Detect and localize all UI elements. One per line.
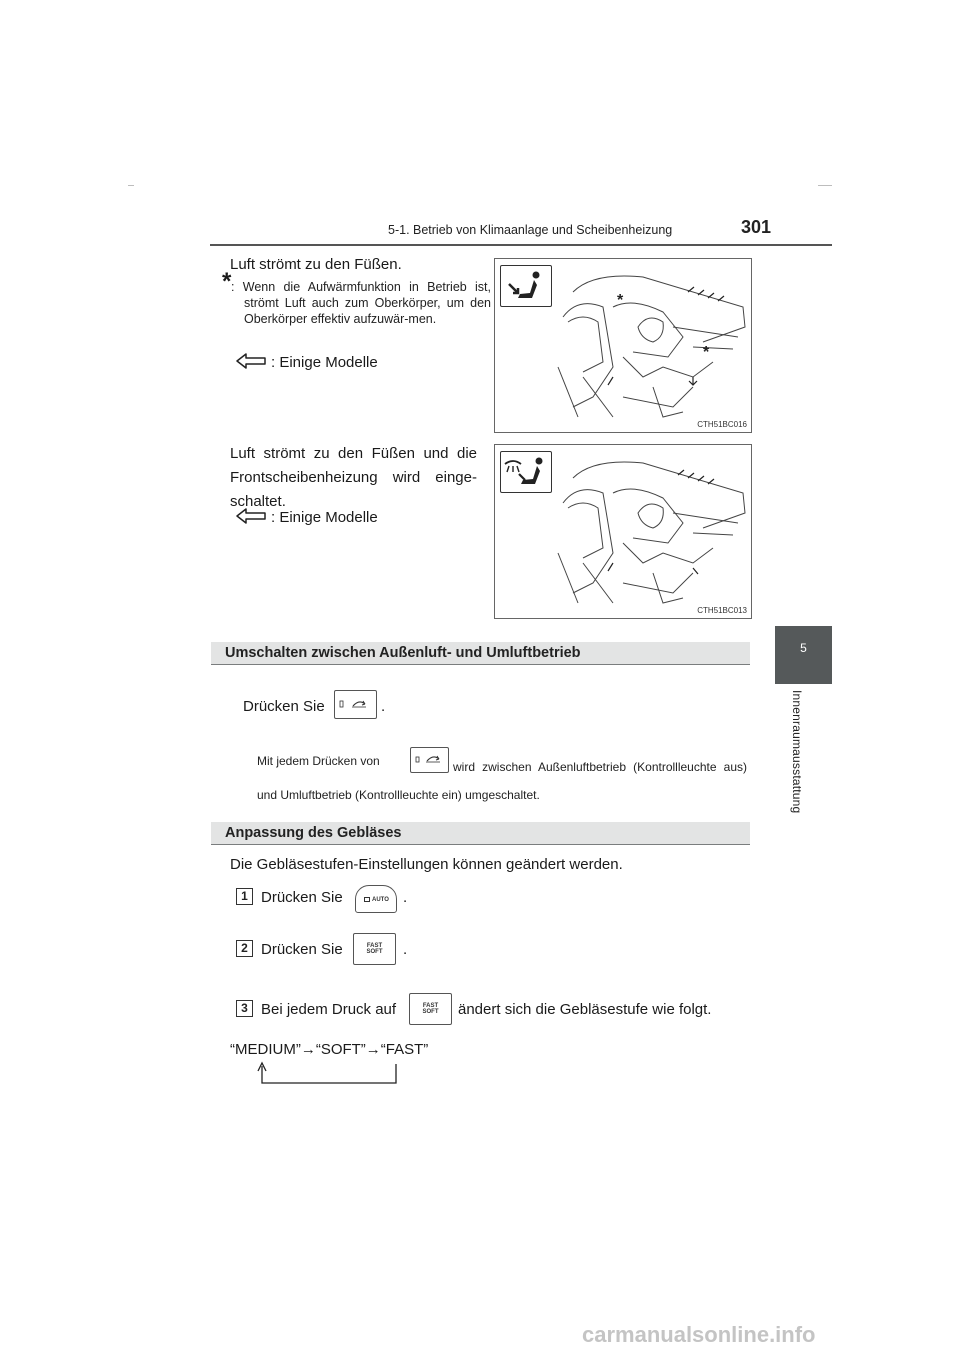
defrost-seat-icon: [501, 452, 551, 492]
foot-defrost-mode-icon: [500, 451, 552, 493]
step-3-after: ändert sich die Gebläsestufe wie folgt.: [458, 1001, 712, 1018]
seat-airflow-icon: [501, 266, 551, 306]
recirculation-button[interactable]: [334, 690, 377, 719]
foot-mode-icon: [500, 265, 552, 307]
watermark: carmanualsonline.info: [582, 1322, 816, 1347]
chapter-number: 5: [800, 641, 807, 655]
fast-label: FAST: [366, 943, 383, 949]
foot-mode-footnote: : Wenn die Aufwärmfunktion in Betrieb ist, strömt Luft auch zum Oberkörper, um den Oberkörper effektiv aufzuwär-men.: [231, 280, 491, 326]
footnote-marker: *: [222, 268, 232, 295]
auto-button[interactable]: [355, 885, 397, 913]
step-number-1: 1: [236, 888, 253, 905]
step-number-2: 2: [236, 940, 253, 957]
fan-intro: Die Gebläsestufen-Einstellungen können geändert werden.: [230, 856, 623, 873]
foot-mode-models-note: : Einige Modelle: [271, 354, 378, 371]
left-arrow-icon: [236, 507, 266, 525]
figure-code: CTH51BC016: [697, 420, 747, 429]
fan-fast-soft-button[interactable]: [353, 933, 396, 965]
header-section-title: 5-1. Betrieb von Klimaanlage und Scheibenheizung: [388, 223, 673, 237]
figure-foot-mode: [494, 258, 752, 433]
sequence-loop-arrow: [253, 1060, 403, 1090]
section-heading-fan: [211, 822, 750, 845]
step-number-3: 3: [236, 1000, 253, 1017]
auto-indicator-icon: [364, 897, 370, 902]
section-heading-recirculation: [211, 642, 750, 665]
section-heading-text: Umschalten zwischen Außenluft- und Umluftbetrieb: [225, 645, 581, 661]
section-heading-text: Anpassung des Gebläses: [225, 825, 402, 841]
crop-mark-left: [128, 185, 134, 186]
chapter-title: Innenraumausstattung: [790, 690, 804, 814]
left-arrow-icon: [236, 352, 266, 370]
foot-defrost-models-note: : Einige Modelle: [271, 509, 378, 526]
chapter-tab: [775, 626, 832, 684]
step-1-period: .: [403, 889, 408, 906]
recirculation-icon: [335, 691, 376, 718]
soft-label: SOFT: [366, 949, 383, 955]
auto-button-label: AUTO: [372, 897, 389, 903]
recirc-press-period: .: [381, 698, 386, 715]
recirc-info-before: Mit jedem Drücken von: [257, 754, 380, 768]
svg-text:*: *: [703, 344, 710, 361]
soft-label: SOFT: [422, 1009, 439, 1015]
step-2-period: .: [403, 941, 408, 958]
car-interior-illustration: [553, 453, 748, 613]
recirc-press-text: Drücken Sie: [243, 698, 325, 715]
figure-foot-defrost-mode: [494, 444, 752, 619]
page-number: 301: [741, 217, 772, 237]
fast-label: FAST: [422, 1003, 439, 1009]
car-interior-illustration: [553, 267, 748, 427]
foot-mode-text: Luft strömt zu den Füßen.: [230, 256, 402, 273]
step-2-text: Drücken Sie: [261, 941, 343, 958]
figure-code: CTH51BC013: [697, 606, 747, 615]
step-1-text: Drücken Sie: [261, 889, 343, 906]
fan-fast-soft-button[interactable]: [409, 993, 452, 1025]
step-3-text: Bei jedem Druck auf: [261, 1001, 397, 1018]
crop-mark-right: [818, 185, 832, 186]
svg-text:*: *: [617, 292, 624, 309]
foot-defrost-text: Luft strömt zu den Füßen und die Frontscheibenheizung wird einge-schaltet.: [230, 445, 477, 510]
recirc-info-after: wird zwischen Außenluftbetrieb (Kontrollleuchte aus) und Umluftbetrieb (Kontrollleuchte ein) umgeschaltet.: [257, 760, 747, 802]
fan-sequence: “MEDIUM”→“SOFT”→“FAST”: [230, 1041, 429, 1058]
header-rule: [210, 244, 832, 246]
